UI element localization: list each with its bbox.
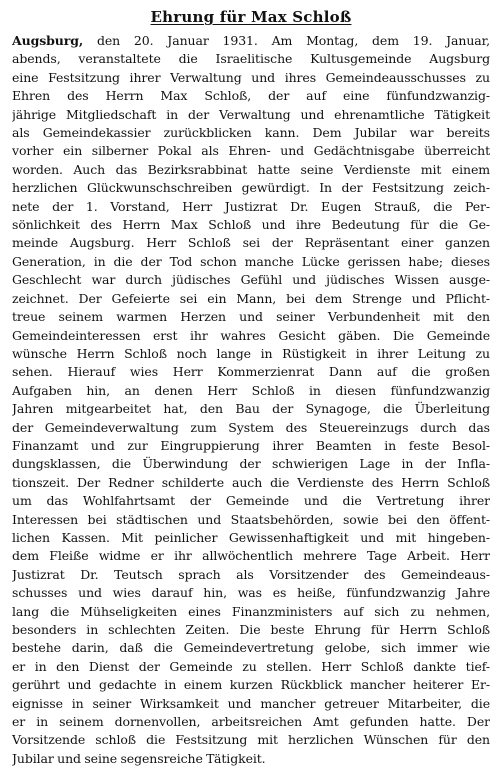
- article-line: um das Wohlfahrtsamt der Gemeinde und die Vertretung ihrer: [12, 493, 490, 509]
- article-line: bestehe darin, daß die Gemeindevertretung gelobe, sich immer wie: [12, 640, 490, 656]
- article-line: tionszeit. Der Redner schilderte auch die Verdienste des Herrn Schloß: [12, 474, 490, 490]
- article-line: sehen. Hierauf wies Herr Kommerzienrat Dann auf die großen: [12, 364, 490, 380]
- article-line: meinde Augsburg. Herr Schloß sei der Repräsentant einer ganzen: [12, 235, 490, 251]
- article-line: Vorsitzende schloß die Festsitzung mit herzlichen Wünschen für den: [12, 732, 490, 748]
- article-line: nete der 1. Vorstand, Herr Justizrat Dr. Eugen Strauß, die Per-: [12, 198, 490, 214]
- article-line: Justizrat Dr. Teutsch sprach als Vorsitzender des Gemeindeaus-: [12, 566, 490, 582]
- line-text: den 20. Januar 1931. Am Montag, dem 19. Januar,: [96, 33, 490, 48]
- dateline: Augsburg,: [12, 33, 84, 48]
- article-line: eignisse in seiner Wirksamkeit und mancher getreuer Mitarbeiter, die: [12, 695, 490, 711]
- article-line: Ehren des Herrn Max Schloß, der auf eine fünfundzwanzig-: [12, 88, 490, 104]
- article-line: vorher ein silberner Pokal als Ehren- und Gedächtnisgabe überreicht: [12, 143, 490, 159]
- article-line: als Gemeindekassier zurückblicken kann. Dem Jubilar war bereits: [12, 125, 490, 141]
- article-line: herzlichen Glückwunschschreiben gewürdigt. In der Festsitzung zeich-: [12, 180, 490, 196]
- article-line: Jahren mitgearbeitet hat, den Bau der Synagoge, die Überleitung: [12, 401, 490, 417]
- article-line: schusses und wies darauf hin, was es heiße, fünfundzwanzig Jahre: [12, 585, 490, 601]
- article-line: treue seinem warmen Herzen und seiner Verbundenheit mit den: [12, 309, 490, 325]
- article-line: Geschlecht war durch jüdisches Gefühl und jüdisches Wissen ausge-: [12, 272, 490, 288]
- article: [12, 8, 490, 768]
- article-headline: [12, 8, 490, 26]
- article-line: besonders in schlechten Zeiten. Die beste Ehrung für Herrn Schloß: [12, 622, 490, 637]
- article-line: eine Festsitzung ihrer Verwaltung und ihres Gemeindeausschusses zu: [12, 69, 490, 85]
- article-line: er in seinem dornenvollen, arbeitsreichen Amt gefunden hatte. Der: [12, 714, 490, 730]
- article-line: der Gemeindeverwaltung zum System des Steuereinzugs durch das: [12, 419, 490, 435]
- article-line: Jubilar und seine segensreiche Tätigkeit.: [12, 750, 266, 766]
- article-line: abends, veranstaltete die Israelitische Kultusgemeinde Augsburg: [12, 51, 490, 67]
- article-line: Generation, in die der Tod schon manche Lücke gerissen habe; dieses: [12, 253, 490, 269]
- article-line: dem Fleiße widme er ihr allwöchentlich mehrere Tage Arbeit. Herr: [12, 548, 490, 564]
- article-line: jährige Mitgliedschaft in der Verwaltung und ehrenamtliche Tätigkeit: [12, 106, 490, 122]
- article-line: worden. Auch das Bezirksrabbinat hatte seine Verdienste mit einem: [12, 161, 490, 177]
- headline-text: Ehrung für Max Schloß: [150, 8, 352, 26]
- article-line: Interessen bei städtischen und Staatsbehörden, sowie bei den öffent-: [12, 511, 490, 527]
- article-line: [12, 32, 490, 50]
- article-line: Gemeindeinteressen erst ihr wahres Gesicht gäben. Die Gemeinde: [12, 327, 490, 343]
- article-body: [12, 32, 490, 768]
- article-line: gerührt und gedachte in einem kurzen Rückblick mancher heiterer Er-: [12, 677, 490, 693]
- article-line: zeichnet. Der Gefeierte sei ein Mann, bei dem Strenge und Pflicht-: [12, 290, 490, 306]
- article-line: wünsche Herrn Schloß noch lange in Rüstigkeit in ihrer Leitung zu: [12, 345, 490, 361]
- article-line: lang die Mühseligkeiten eines Finanzministers auf sich zu nehmen,: [12, 603, 490, 619]
- article-line: Finanzamt und zur Eingruppierung ihrer Beamten in feste Besol-: [12, 437, 490, 453]
- article-line: er in den Dienst der Gemeinde zu stellen. Herr Schloß dankte tief-: [12, 658, 490, 674]
- article-line: lichen Kassen. Mit peinlicher Gewissenhaftigkeit und mit hingeben-: [12, 529, 490, 545]
- article-line: sönlichkeit des Herrn Max Schloß und ihre Bedeutung für die Ge-: [12, 217, 490, 233]
- article-line: dungsklassen, die Überwindung der schwierigen Lage in der Infla-: [12, 456, 490, 472]
- article-line: Aufgaben hin, an denen Herr Schloß in diesen fünfundzwanzig: [12, 382, 490, 398]
